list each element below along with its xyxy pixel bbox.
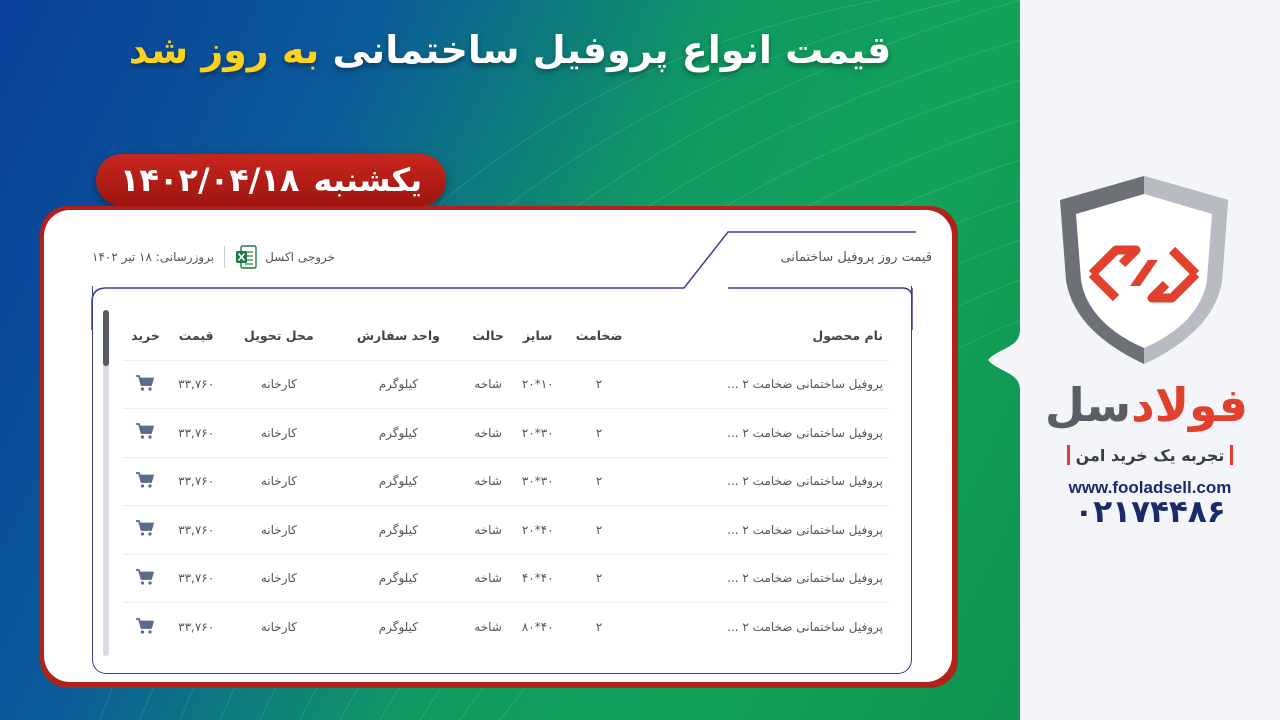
size-cell: ۱۰*۲۰ (513, 360, 563, 409)
date-badge (96, 154, 446, 206)
date-weekday: یکشنبه (313, 161, 423, 199)
table-row (123, 603, 889, 652)
unit-cell: کیلوگرم (333, 457, 463, 506)
tagline-bar-right (1230, 445, 1233, 465)
form-cell: شاخه (463, 360, 513, 409)
form-cell: شاخه (463, 603, 513, 652)
unit-cell: کیلوگرم (333, 506, 463, 555)
delivery-cell: کارخانه (224, 506, 333, 555)
phone-number[interactable]: ۰۲۱۷۴۴۸۶ (1074, 494, 1226, 530)
column-header: واحد سفارش (356, 328, 440, 344)
cart-icon[interactable] (135, 617, 155, 635)
cart-icon[interactable] (135, 422, 155, 440)
table-row (123, 506, 889, 555)
table-row (123, 409, 889, 458)
brand-shield-logo-icon (1052, 170, 1236, 370)
thickness-cell: ۲ (563, 409, 636, 458)
column-header: ضخامت (575, 328, 623, 344)
column-header: نام محصول (812, 328, 883, 344)
price-table (123, 312, 889, 651)
brand-name (1044, 378, 1248, 432)
delivery-cell: کارخانه (224, 360, 333, 409)
form-cell: شاخه (463, 554, 513, 603)
price-cell: ۳۳,۷۶۰ (168, 603, 224, 652)
thickness-cell: ۲ (563, 457, 636, 506)
buy-cell (123, 506, 168, 555)
brand-name-rest: سل (1044, 378, 1132, 432)
price-cell: ۳۳,۷۶۰ (168, 360, 224, 409)
card-heading: قیمت روز پروفیل ساختمانی (780, 250, 932, 265)
excel-export-button[interactable] (235, 245, 335, 269)
product-name-cell: پروفیل ساختمانی ضخامت ۲ ... (636, 360, 889, 409)
unit-cell: کیلوگرم (333, 554, 463, 603)
column-header: محل تحویل (244, 328, 314, 344)
card-toolbar (92, 245, 335, 269)
excel-icon (235, 245, 257, 269)
delivery-cell: کارخانه (224, 409, 333, 458)
product-name-cell: پروفیل ساختمانی ضخامت ۲ ... (636, 603, 889, 652)
thickness-cell: ۲ (563, 506, 636, 555)
price-cell: ۳۳,۷۶۰ (168, 457, 224, 506)
buy-cell (123, 360, 168, 409)
price-card (44, 210, 952, 682)
price-cell: ۳۳,۷۶۰ (168, 506, 224, 555)
price-table-container (92, 286, 912, 674)
column-header: سایز (522, 328, 553, 344)
thickness-cell: ۲ (563, 554, 636, 603)
size-cell: ۳۰*۳۰ (513, 457, 563, 506)
form-cell: شاخه (463, 506, 513, 555)
product-name-cell: پروفیل ساختمانی ضخامت ۲ ... (636, 457, 889, 506)
buy-cell (123, 603, 168, 652)
toolbar-divider (224, 246, 225, 268)
size-cell: ۳۰*۲۰ (513, 409, 563, 458)
buy-cell (123, 457, 168, 506)
thickness-cell: ۲ (563, 603, 636, 652)
date-value: ۱۴۰۲/۰۴/۱۸ (119, 161, 300, 199)
table-row (123, 554, 889, 603)
product-name-cell: پروفیل ساختمانی ضخامت ۲ ... (636, 554, 889, 603)
delivery-cell: کارخانه (224, 603, 333, 652)
tagline-bar-left (1067, 445, 1070, 465)
page-headline (120, 28, 900, 72)
delivery-cell: کارخانه (224, 554, 333, 603)
unit-cell: کیلوگرم (333, 409, 463, 458)
last-updated-text: بروزرسانی: ۱۸ تیر ۱۴۰۲ (92, 250, 215, 264)
table-body (123, 360, 889, 651)
cart-icon[interactable] (135, 519, 155, 537)
price-cell: ۳۳,۷۶۰ (168, 409, 224, 458)
size-cell: ۴۰*۴۰ (513, 554, 563, 603)
brand-tagline (1054, 442, 1246, 468)
panel-notch (988, 330, 1052, 390)
unit-cell: کیلوگرم (333, 360, 463, 409)
column-header: حالت (472, 328, 504, 344)
form-cell: شاخه (463, 409, 513, 458)
table-row (123, 360, 889, 409)
headline-highlight: به روز شد (128, 28, 320, 72)
delivery-cell: کارخانه (224, 457, 333, 506)
cart-icon[interactable] (135, 471, 155, 489)
product-name-cell: پروفیل ساختمانی ضخامت ۲ ... (636, 506, 889, 555)
column-header: قیمت (178, 328, 214, 344)
size-cell: ۴۰*۲۰ (513, 506, 563, 555)
form-cell: شاخه (463, 457, 513, 506)
table-scrollbar[interactable] (103, 310, 109, 656)
excel-export-label: خروجی اکسل (265, 250, 336, 264)
table-row (123, 457, 889, 506)
product-name-cell: پروفیل ساختمانی ضخامت ۲ ... (636, 409, 889, 458)
price-cell: ۳۳,۷۶۰ (168, 554, 224, 603)
brand-name-accent: فولاد (1131, 378, 1248, 432)
tagline-text: تجربه یک خرید امن (1075, 445, 1225, 465)
scrollbar-thumb[interactable] (103, 310, 109, 366)
column-header: خرید (131, 328, 160, 344)
cart-icon[interactable] (135, 374, 155, 392)
table-header-row (123, 312, 889, 360)
cart-icon[interactable] (135, 568, 155, 586)
headline-main: قیمت انواع پروفیل ساختمانی (332, 28, 892, 72)
price-card-frame (40, 206, 958, 688)
website-link[interactable]: www.fooladsell.com (1068, 478, 1232, 497)
buy-cell (123, 409, 168, 458)
unit-cell: کیلوگرم (333, 603, 463, 652)
thickness-cell: ۲ (563, 360, 636, 409)
buy-cell (123, 554, 168, 603)
size-cell: ۴۰*۸۰ (513, 603, 563, 652)
